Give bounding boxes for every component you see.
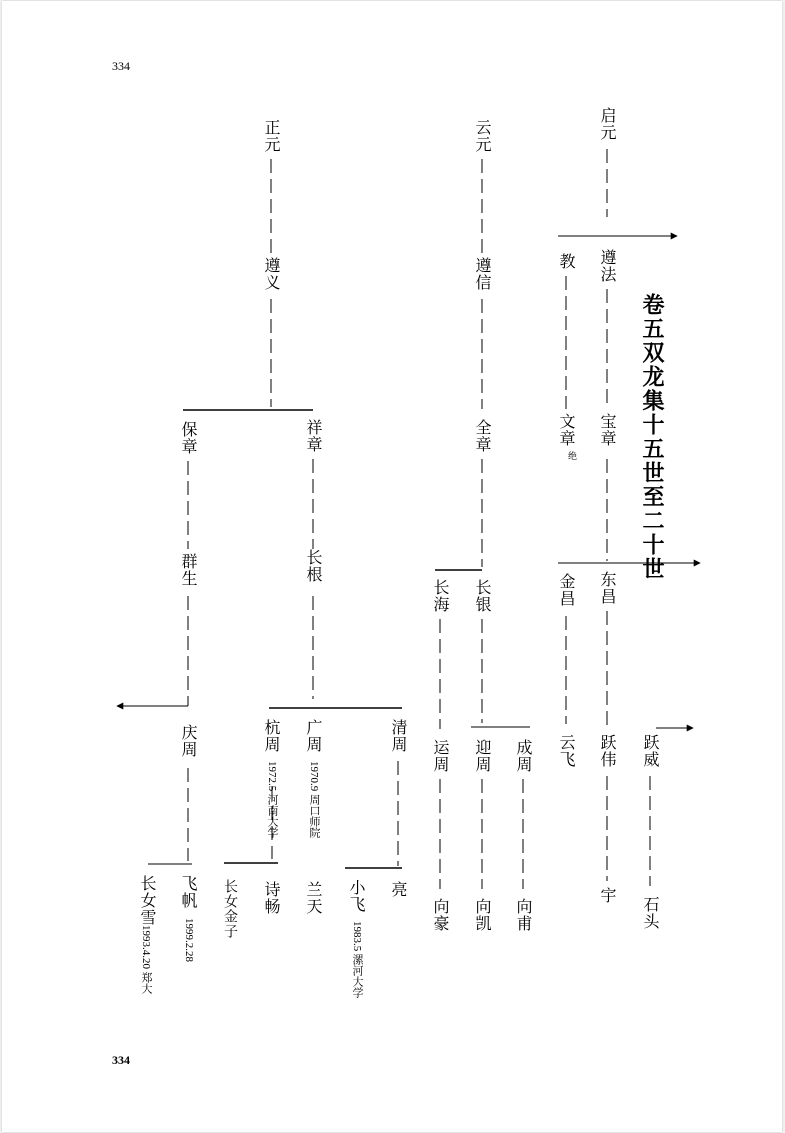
name-yingzhou: 迎周 [473,739,492,773]
name-daughter-xue: 长女雪 [138,875,157,926]
name-baozhang-2: 宝章 [598,413,617,447]
note-guangzhou: 1970.9 周口师院 [308,761,320,838]
name-yu: 宇 [598,887,617,904]
chapter-title: 卷五双龙集十五世至二十世 [639,293,664,581]
name-zunxin: 遵信 [473,257,492,291]
name-yuewei: 跃伟 [598,734,617,768]
name-xiangfu: 向甫 [514,898,533,932]
name-guangzhou: 广周 [304,719,323,753]
name-shitou: 石头 [641,896,660,930]
note-feifan: 1999.2.28 [183,918,195,962]
name-chengzhou: 成周 [514,739,533,773]
name-xiaofei: 小飞 [347,879,366,913]
note-wenzhang-jue: 绝 [566,451,576,461]
name-baozhang: 保章 [179,421,198,455]
name-xianghao: 向豪 [431,898,450,932]
name-feifan: 飞帆 [179,875,198,909]
name-qiyuan: 启元 [598,107,617,141]
name-qingzhou: 庆周 [179,724,198,758]
name-hangzhou: 杭周 [262,719,281,753]
name-yunfei: 云飞 [557,734,576,768]
name-shichang: 诗畅 [262,881,281,915]
name-zhengyuan: 正元 [262,119,281,153]
page-number-bottom: 334 [112,1053,130,1067]
name-changyin: 长银 [473,579,492,613]
name-daughter-jinzi: 长女金子 [222,879,238,939]
note-xiaofei: 1983.5 漯河大学 [351,921,363,998]
name-qingzhou-2: 清周 [389,719,408,753]
name-dongchang: 东昌 [598,571,617,605]
name-jiao: 教 [557,253,576,270]
name-yunyuan: 云元 [473,119,492,153]
name-changhai: 长海 [431,579,450,613]
name-jinchang: 金昌 [557,573,576,607]
page-number-top: 334 [112,59,130,73]
note-hangzhou: 1972.5 河南大学 [266,761,278,838]
note-daughter-xue: 1993.4.20 郑大 [140,925,152,994]
name-zunyi: 遵义 [262,257,281,291]
genealogy-page [2,1,782,1132]
name-changgen: 长根 [304,549,323,583]
name-quanzhang: 全章 [473,419,492,453]
name-qunsheng: 群生 [179,553,198,587]
name-yuewei-2: 跃威 [641,734,660,768]
name-liang: 亮 [389,881,408,898]
genealogy-lines [2,1,782,1132]
name-yunzhou: 运周 [431,739,450,773]
name-wenzhang: 文章 [557,413,576,447]
name-zunfa: 遵法 [598,249,617,283]
name-xiangzhang: 祥章 [304,419,323,453]
name-xiangkai: 向凯 [473,898,492,932]
name-lantian: 兰天 [304,881,323,915]
